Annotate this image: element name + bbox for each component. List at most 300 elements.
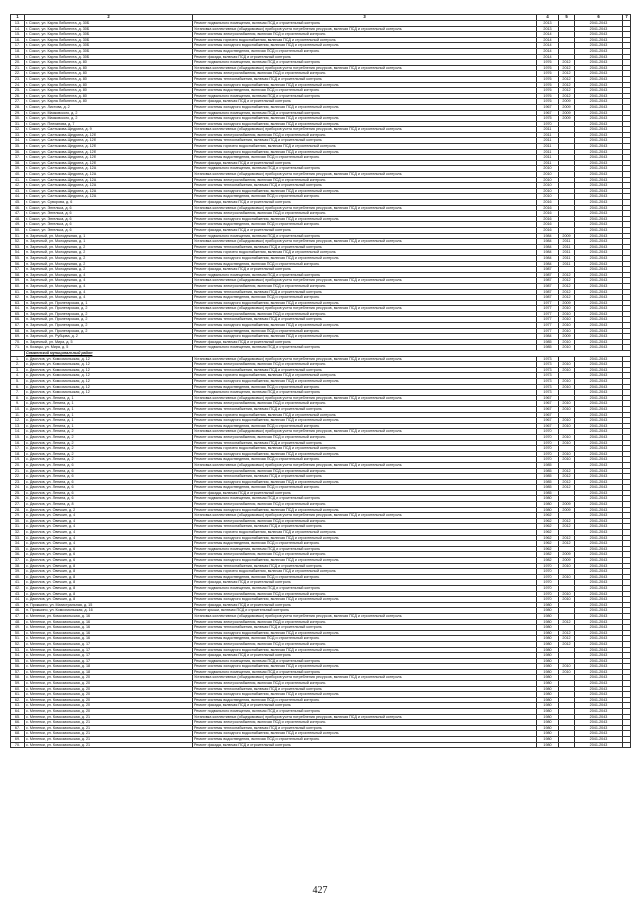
planned-period-cell: 2041-2043 xyxy=(575,395,623,401)
row-number: 5. xyxy=(11,379,25,385)
year-built-cell: 2016 xyxy=(537,222,559,228)
planned-period-cell: 2041-2043 xyxy=(575,379,623,385)
address-cell: с. Меленки, ул. Комсомольская, д. 18 xyxy=(25,664,193,670)
last-repair-cell: 2010 xyxy=(559,317,575,323)
address-cell: п. Заречный, ул. Молодежная, д. 2 xyxy=(25,255,193,261)
last-repair-cell: 2010 xyxy=(559,664,575,670)
planned-period-cell: 2041-2043 xyxy=(575,658,623,664)
address-cell: п. Заречный, ул. Молодежная, д. 4 xyxy=(25,289,193,295)
year-built-cell: 2010 xyxy=(537,172,559,178)
address-cell: с. Двоплов, ул. Комсомольская, д. 12 xyxy=(25,390,193,396)
row-number: 10. xyxy=(11,406,25,412)
year-built-cell: 1980 xyxy=(537,669,559,675)
row-number: 70. xyxy=(11,742,25,748)
address-cell: с. Меленки, ул. Комсомольская, д. 16 xyxy=(25,636,193,642)
work-type-cell: Ремонт системы холодного водоснабжения, включая ПСД и строительный контроль xyxy=(193,323,537,329)
row-number: 62. xyxy=(11,295,25,301)
planned-period-cell: 2041-2043 xyxy=(575,625,623,631)
last-repair-cell: 2012 xyxy=(559,76,575,82)
year-built-cell: 1970 xyxy=(537,429,559,435)
work-type-cell: Установка коллективных (общедомовых) приборов учета потребления ресурсов, включая ПСД и строительный контроль xyxy=(193,356,537,362)
year-built-cell: 2016 xyxy=(537,200,559,206)
last-repair-cell: 2010 xyxy=(559,597,575,603)
address-cell: г. Сокол, ул. Карла Либкнехта, д. 30Б xyxy=(25,21,193,27)
last-repair-cell: 2012 xyxy=(559,479,575,485)
work-type-cell: Ремонт системы холодного водоснабжения, включая ПСД и строительный контроль xyxy=(193,451,537,457)
year-built-cell: 1982 xyxy=(537,552,559,558)
row-number: 55. xyxy=(11,658,25,664)
row-number: 19. xyxy=(11,54,25,60)
year-built-cell: 2013 xyxy=(537,26,559,32)
planned-period-cell: 2041-2043 xyxy=(575,362,623,368)
row-number: 14. xyxy=(11,26,25,32)
planned-period-cell: 2041-2043 xyxy=(575,490,623,496)
last-repair-cell: 2010 xyxy=(559,384,575,390)
work-type-cell: Ремонт системы холодного водоснабжения, включая ПСД и строительный контроль xyxy=(193,104,537,110)
planned-period-cell: 2041-2043 xyxy=(575,479,623,485)
planned-period-cell: 2041-2043 xyxy=(575,200,623,206)
work-type-cell: Ремонт крыши, включая ПСД и строительный контроль xyxy=(193,608,537,614)
year-built-cell: 1962 xyxy=(537,524,559,530)
year-built-cell: 1977 xyxy=(537,306,559,312)
year-built-cell: 2011 xyxy=(537,149,559,155)
planned-period-cell: 2041-2043 xyxy=(575,474,623,480)
work-type-cell: Ремонт системы холодного водоснабжения, включая ПСД и строительный контроль xyxy=(193,82,537,88)
address-cell: с. Двоплов, ул. Ленина, д. 1 xyxy=(25,412,193,418)
work-type-cell: Ремонт системы теплоснабжения, включая ПСД и строительный контроль xyxy=(193,524,537,530)
row-number: 46. xyxy=(11,205,25,211)
planned-period-cell: 2041-2043 xyxy=(575,272,623,278)
work-type-cell: Ремонт системы холодного водоснабжения, включая ПСД и строительный контроль xyxy=(193,418,537,424)
row-number: 48. xyxy=(11,619,25,625)
last-repair-cell: 2010 xyxy=(559,423,575,429)
row-number: 50. xyxy=(11,227,25,233)
row-number: 32. xyxy=(11,530,25,536)
work-type-cell: Ремонт фасада, включая ПСД и строительный контроль xyxy=(193,742,537,748)
year-built-cell: 1982 xyxy=(537,558,559,564)
work-type-cell: Ремонт системы водоотведения, включая ПСД и строительный контроль xyxy=(193,485,537,491)
row-number: 44. xyxy=(11,597,25,603)
last-repair-cell: 2010 xyxy=(559,434,575,440)
repair-schedule-table xyxy=(10,14,631,748)
row-number: 20. xyxy=(11,60,25,66)
last-repair-cell: 2012 xyxy=(559,272,575,278)
last-repair-cell: 2010 xyxy=(559,362,575,368)
address-cell: г. Сокол, ул. Энгельса, д. 6 xyxy=(25,205,193,211)
year-built-cell: 1967 xyxy=(537,104,559,110)
work-type-cell: Ремонт системы водоотведения, включая ПСД и строительный контроль xyxy=(193,222,537,228)
row-number: 35. xyxy=(11,546,25,552)
work-type-cell: Ремонт системы теплоснабжения, включая ПСД и строительный контроль xyxy=(193,317,537,323)
year-built-cell: 2010 xyxy=(537,194,559,200)
last-repair-cell: 2010 xyxy=(559,440,575,446)
work-type-cell: Ремонт системы холодного водоснабжения, включая ПСД и строительный контроль xyxy=(193,630,537,636)
row-number: 36. xyxy=(11,552,25,558)
year-built-cell: 1970 xyxy=(537,597,559,603)
year-built-cell: 1980 xyxy=(537,658,559,664)
year-built-cell: 1976 xyxy=(537,71,559,77)
work-type-cell: Ремонт системы холодного водоснабжения, включая ПСД и строительный контроль xyxy=(193,255,537,261)
last-repair-cell: 2009 xyxy=(559,104,575,110)
address-cell: с. Двоплов, ул. Ленина, д. 6 xyxy=(25,485,193,491)
planned-period-cell: 2041-2043 xyxy=(575,401,623,407)
year-built-cell: 1970 xyxy=(537,457,559,463)
address-cell: п. Заречный, ул. Мира, д. 5 xyxy=(25,339,193,345)
address-cell: г. Сокол, ул. Карла Либкнехта, д. 80 xyxy=(25,60,193,66)
year-built-cell: 2010 xyxy=(537,177,559,183)
row-number: 68. xyxy=(11,328,25,334)
address-cell: с. Двоплов, ул. Овечкин, д. 8 xyxy=(25,597,193,603)
row-number: 53. xyxy=(11,244,25,250)
address-cell: с. Двоплов, ул. Овечкин, д. 6 xyxy=(25,546,193,552)
row-number: 54. xyxy=(11,653,25,659)
year-built-cell: 2011 xyxy=(537,160,559,166)
row-number: 51. xyxy=(11,233,25,239)
year-built-cell: 2016 xyxy=(537,205,559,211)
year-built-cell: 1970 xyxy=(537,440,559,446)
last-repair-cell: 2011 xyxy=(559,239,575,245)
address-cell: г. Сокол, ул. Энгельса, д. 6 xyxy=(25,211,193,217)
row-number: 47. xyxy=(11,613,25,619)
work-type-cell: Ремонт фасада, включая ПСД и строительный контроль xyxy=(193,490,537,496)
address-cell: с. Двоплов, ул. Ленина, д. 2 xyxy=(25,440,193,446)
row-number: 61. xyxy=(11,289,25,295)
year-built-cell: 1985 xyxy=(537,462,559,468)
planned-period-cell: 2041-2043 xyxy=(575,524,623,530)
work-type-cell: Ремонт системы холодного водоснабжения, включая ПСД и строительный контроль xyxy=(193,692,537,698)
planned-period-cell: 2041-2043 xyxy=(575,675,623,681)
address-cell: с. Двоплов, ул. Ленина, д. 6 xyxy=(25,490,193,496)
row-number: 53. xyxy=(11,647,25,653)
table-row xyxy=(11,742,631,748)
planned-period-cell: 2041-2043 xyxy=(575,434,623,440)
planned-period-cell: 2041-2043 xyxy=(575,54,623,60)
year-built-cell: 1967 xyxy=(537,412,559,418)
planned-period-cell: 2041-2043 xyxy=(575,462,623,468)
work-type-cell: Ремонт системы холодного водоснабжения, включая ПСД и строительный контроль xyxy=(193,647,537,653)
work-type-cell: Ремонт системы теплоснабжения, включая ПСД и строительный контроль xyxy=(193,289,537,295)
year-built-cell: 1980 xyxy=(537,502,559,508)
row-number: 43. xyxy=(11,591,25,597)
planned-period-cell: 2041-2043 xyxy=(575,323,623,329)
row-number: 63. xyxy=(11,300,25,306)
row-number: 67. xyxy=(11,323,25,329)
work-type-cell: Ремонт подвального помещения, включая ПСД и строительный контроль xyxy=(193,658,537,664)
work-type-cell: Ремонт системы электроснабжения, включая ПСД и строительный контроль xyxy=(193,518,537,524)
planned-period-cell: 2041-2043 xyxy=(575,664,623,670)
last-repair-cell: 2011 xyxy=(559,250,575,256)
row-number: 42. xyxy=(11,183,25,189)
planned-period-cell: 2041-2043 xyxy=(575,737,623,743)
address-cell: с. Двоплов, ул. Ленина, д. 8 xyxy=(25,502,193,508)
work-type-cell: Ремонт подвального помещения, включая ПСД и строительный контроль xyxy=(193,496,537,502)
work-type-cell: Ремонт подвального помещения, включая ПСД и строительный контроль xyxy=(193,669,537,675)
year-built-cell: 1976 xyxy=(537,60,559,66)
planned-period-cell: 2041-2043 xyxy=(575,278,623,284)
year-built-cell: 1980 xyxy=(537,619,559,625)
year-built-cell: 2016 xyxy=(537,227,559,233)
year-built-cell: 1985 xyxy=(537,468,559,474)
planned-period-cell: 2041-2043 xyxy=(575,686,623,692)
planned-period-cell: 2041-2043 xyxy=(575,602,623,608)
address-cell: п. Заречный, ул. Пролетарская, д. 2 xyxy=(25,311,193,317)
planned-period-cell: 2041-2043 xyxy=(575,725,623,731)
year-built-cell: 1985 xyxy=(537,345,559,351)
row-number: 41. xyxy=(11,580,25,586)
row-number: 21. xyxy=(11,65,25,71)
planned-period-cell: 2041-2043 xyxy=(575,530,623,536)
last-repair-cell: 2010 xyxy=(559,323,575,329)
work-type-cell: Ремонт подвального помещения, включая ПСД и строительный контроль xyxy=(193,166,537,172)
row-number: 14. xyxy=(11,429,25,435)
year-built-cell: 1980 xyxy=(537,686,559,692)
year-built-cell: 2014 xyxy=(537,43,559,49)
year-built-cell: 1984 xyxy=(537,255,559,261)
year-built-cell: 1976 xyxy=(537,65,559,71)
address-cell: с. Двоплов, ул. Комсомольская, д. 12 xyxy=(25,379,193,385)
last-repair-cell: 2012 xyxy=(559,474,575,480)
address-cell: г. Сокол, ул. Карла Либкнехта, д. 80 xyxy=(25,71,193,77)
last-repair-cell: 2010 xyxy=(559,669,575,675)
address-cell: п. Заречный, ул. Пролетарская, д. 2 xyxy=(25,306,193,312)
column-header-1: 1 xyxy=(11,15,25,21)
planned-period-cell: 2041-2043 xyxy=(575,306,623,312)
address-cell: г. Сокол, ул. Маяковского, д. 2 xyxy=(25,110,193,116)
work-type-cell: Ремонт системы теплоснабжения, включая ПСД и строительный контроль xyxy=(193,76,537,82)
row-number: 37. xyxy=(11,558,25,564)
row-number: 22. xyxy=(11,474,25,480)
address-cell: г. Сокол, ул. Карла Либкнехта, д. 80 xyxy=(25,82,193,88)
column-7-cell xyxy=(623,742,631,748)
planned-period-cell: 2041-2043 xyxy=(575,149,623,155)
address-cell: п. Заречный, ул. Пролетарская, д. 2 xyxy=(25,317,193,323)
planned-period-cell: 2041-2043 xyxy=(575,48,623,54)
address-cell: г. Сокол, ул. Карла Либкнехта, д. 80 xyxy=(25,76,193,82)
address-cell: с. Двоплов, ул. Комсомольская, д. 12 xyxy=(25,356,193,362)
row-number: 56. xyxy=(11,261,25,267)
work-type-cell: Ремонт системы горячего водоснабжения, включая ПСД и строительный контроль xyxy=(193,373,537,379)
year-built-cell: 2011 xyxy=(537,138,559,144)
row-number: 66. xyxy=(11,720,25,726)
planned-period-cell: 2041-2043 xyxy=(575,132,623,138)
year-built-cell: 2014 xyxy=(537,37,559,43)
address-cell: с. Меленки, ул. Комсомольская, д. 21 xyxy=(25,737,193,743)
planned-period-cell: 2041-2043 xyxy=(575,295,623,301)
year-built-cell: 1985 xyxy=(537,479,559,485)
work-type-cell: Ремонт системы электроснабжения, включая ПСД и строительный контроль xyxy=(193,720,537,726)
address-cell: с. Двоплов, ул. Овечкин, д. 8 xyxy=(25,569,193,575)
planned-period-cell: 2041-2043 xyxy=(575,255,623,261)
row-number: 6. xyxy=(11,384,25,390)
planned-period-cell: 2041-2043 xyxy=(575,546,623,552)
address-cell: г. Сокол, ул. Салтыкова-Щедрина, д. 12А xyxy=(25,194,193,200)
last-repair-cell: 2011 xyxy=(559,244,575,250)
work-type-cell: Ремонт системы водоотведения, включая ПСД и строительный контроль xyxy=(193,295,537,301)
planned-period-cell: 2041-2043 xyxy=(575,283,623,289)
address-cell: с. Двоплов, ул. Овечкин, д. 6 xyxy=(25,552,193,558)
year-built-cell: 2014 xyxy=(537,32,559,38)
work-type-cell: Ремонт системы теплоснабжения, включая ПСД и строительный контроль xyxy=(193,244,537,250)
address-cell: с. Двоплов, ул. Ленина, д. 6 xyxy=(25,496,193,502)
year-built-cell: 1980 xyxy=(537,681,559,687)
planned-period-cell: 2041-2043 xyxy=(575,541,623,547)
last-repair-cell: 2010 xyxy=(559,401,575,407)
work-type-cell: Ремонт системы теплоснабжения, включая ПСД и строительный контроль xyxy=(193,406,537,412)
year-built-cell: 1980 xyxy=(537,647,559,653)
row-number: 48. xyxy=(11,216,25,222)
year-built-cell: 2011 xyxy=(537,144,559,150)
planned-period-cell: 2041-2043 xyxy=(575,233,623,239)
row-number: 15. xyxy=(11,434,25,440)
address-cell: г. Сокол, ул. Салтыкова-Щедрина, д. 12А xyxy=(25,183,193,189)
address-cell: г. Сокол, ул. Салтыкова-Щедрина, д. 12б xyxy=(25,138,193,144)
planned-period-cell: 2041-2043 xyxy=(575,216,623,222)
address-cell: г. Сокол, ул. Карла Либкнехта, д. 80 xyxy=(25,93,193,99)
last-repair-cell: 2012 xyxy=(559,641,575,647)
planned-period-cell: 2041-2043 xyxy=(575,384,623,390)
work-type-cell: Ремонт системы холодного водоснабжения, включая ПСД и строительный контроль xyxy=(193,43,537,49)
address-cell: п. Заречный, ул. Пролетарская, д. 2 xyxy=(25,328,193,334)
year-built-cell: 1984 xyxy=(537,334,559,340)
work-type-cell: Ремонт фасада, включая ПСД и строительный контроль xyxy=(193,54,537,60)
address-cell: г. Сокол, ул. Салтыкова-Щедрина, д. 12А xyxy=(25,166,193,172)
planned-period-cell: 2041-2043 xyxy=(575,166,623,172)
planned-period-cell: 2041-2043 xyxy=(575,211,623,217)
year-built-cell: 1980 xyxy=(537,664,559,670)
work-type-cell: Установка коллективных (общедомовых) приборов учета потребления ресурсов, включая ПСД и строительный контроль xyxy=(193,278,537,284)
row-number: 64. xyxy=(11,306,25,312)
work-type-cell: Ремонт системы электроснабжения, включая ПСД и строительный контроль xyxy=(193,71,537,77)
last-repair-cell: 2010 xyxy=(559,328,575,334)
planned-period-cell: 2041-2043 xyxy=(575,65,623,71)
work-type-cell: Ремонт подвального помещения, включая ПСД и строительный контроль xyxy=(193,345,537,351)
year-built-cell: 2016 xyxy=(537,216,559,222)
address-cell: с. Меленки, ул. Комсомольская, д. 20 xyxy=(25,675,193,681)
work-type-cell: Ремонт системы водоотведения, включая ПСД и строительный контроль xyxy=(193,194,537,200)
work-type-cell: Ремонт системы электроснабжения, включая ПСД и строительный контроль xyxy=(193,362,537,368)
work-type-cell: Ремонт системы горячего водоснабжения, включая ПСД и строительный контроль xyxy=(193,412,537,418)
planned-period-cell: 2041-2043 xyxy=(575,26,623,32)
address-cell: с. Двоплов, ул. Овечкин, д. 8 xyxy=(25,585,193,591)
year-built-cell: 1970 xyxy=(537,574,559,580)
work-type-cell: Ремонт системы электроснабжения, включая ПСД и строительный контроль xyxy=(193,681,537,687)
year-built-cell: 1987 xyxy=(537,289,559,295)
work-type-cell: Установка коллективных (общедомовых) приборов учета потребления ресурсов, включая ПСД и строительный контроль xyxy=(193,714,537,720)
work-type-cell: Ремонт системы электроснабжения, включая ПСД и строительный контроль xyxy=(193,502,537,508)
work-type-cell: Установка коллективных (общедомовых) приборов учета потребления ресурсов, включая ПСД и строительный контроль xyxy=(193,239,537,245)
address-cell: г. Сокол, ул. Салтыкова-Щедрина, д. 12А xyxy=(25,188,193,194)
year-built-cell: 1962 xyxy=(537,546,559,552)
work-type-cell: Ремонт системы теплоснабжения, включая ПСД и строительный контроль xyxy=(193,138,537,144)
year-built-cell: 1980 xyxy=(537,602,559,608)
address-cell: с. Двоплов, ул. Овечкин, д. 4 xyxy=(25,530,193,536)
planned-period-cell: 2041-2043 xyxy=(575,289,623,295)
planned-period-cell: 2041-2043 xyxy=(575,177,623,183)
row-number: 36. xyxy=(11,149,25,155)
row-number: 71. xyxy=(11,345,25,351)
work-type-cell: Ремонт системы горячего водоснабжения, включая ПСД и строительный контроль xyxy=(193,530,537,536)
row-number: 52. xyxy=(11,641,25,647)
work-type-cell: Ремонт системы электроснабжения, включая ПСД и строительный контроль xyxy=(193,641,537,647)
planned-period-cell: 2041-2043 xyxy=(575,104,623,110)
work-type-cell: Ремонт подвального помещения, включая ПСД и строительный контроль xyxy=(193,93,537,99)
year-built-cell: 1976 xyxy=(537,82,559,88)
work-type-cell: Ремонт системы горячего водоснабжения, включая ПСД и строительный контроль xyxy=(193,144,537,150)
address-cell: г. Сокол, ул. Плеханова, д. 7 xyxy=(25,121,193,127)
year-built-cell: 1970 xyxy=(537,585,559,591)
row-number: 25. xyxy=(11,88,25,94)
planned-period-cell: 2041-2043 xyxy=(575,468,623,474)
planned-period-cell: 2041-2043 xyxy=(575,720,623,726)
work-type-cell: Ремонт системы электроснабжения, включая ПСД и строительный контроль xyxy=(193,591,537,597)
row-number: 17. xyxy=(11,43,25,49)
work-type-cell: Ремонт подвального помещения, включая ПСД и строительный контроль xyxy=(193,110,537,116)
planned-period-cell: 2041-2043 xyxy=(575,300,623,306)
address-cell: с. Двоплов, ул. Комсомольская, д. 12 xyxy=(25,373,193,379)
address-cell: г. Сокол, ул. Салтыкова-Щедрина, д. 12А xyxy=(25,177,193,183)
address-cell: с. Двоплов, ул. Овечкин, д. 4 xyxy=(25,535,193,541)
row-number: 29. xyxy=(11,513,25,519)
planned-period-cell: 2041-2043 xyxy=(575,613,623,619)
planned-period-cell: 2041-2043 xyxy=(575,714,623,720)
last-repair-cell: 2010 xyxy=(559,379,575,385)
planned-period-cell: 2041-2043 xyxy=(575,172,623,178)
row-number: 70. xyxy=(11,339,25,345)
planned-period-cell: 2041-2043 xyxy=(575,703,623,709)
address-cell: п. Заречный, ул. Рубцова, д. 2 xyxy=(25,334,193,340)
work-type-cell: Ремонт системы теплоснабжения, включая ПСД и строительный контроль xyxy=(193,440,537,446)
planned-period-cell: 2041-2043 xyxy=(575,60,623,66)
address-cell: г. Сокол, ул. Салтыкова-Щедрина, д. 12б xyxy=(25,149,193,155)
work-type-cell: Ремонт системы электроснабжения, включая ПСД и строительный контроль xyxy=(193,552,537,558)
planned-period-cell: 2041-2043 xyxy=(575,188,623,194)
planned-period-cell: 2041-2043 xyxy=(575,93,623,99)
year-built-cell: 1980 xyxy=(537,720,559,726)
row-number: 31. xyxy=(11,121,25,127)
row-number: 13. xyxy=(11,423,25,429)
last-repair-cell: 2009 xyxy=(559,558,575,564)
address-cell: г. Сокол, ул. Карла Либкнехта, д. 30Б xyxy=(25,43,193,49)
work-type-cell: Установка коллективных (общедомовых) приборов учета потребления ресурсов, включая ПСД и строительный контроль xyxy=(193,306,537,312)
last-repair-cell: 2009 xyxy=(559,502,575,508)
planned-period-cell: 2041-2043 xyxy=(575,597,623,603)
work-type-cell: Ремонт системы электроснабжения, включая ПСД и строительный контроль xyxy=(193,283,537,289)
work-type-cell: Ремонт системы холодного водоснабжения, включая ПСД и строительный контроль xyxy=(193,300,537,306)
work-type-cell: Ремонт фасада, включая ПСД и строительный контроль xyxy=(193,602,537,608)
address-cell: г. Сокол, ул. Энгельса, д. 6 xyxy=(25,216,193,222)
row-number: 59. xyxy=(11,278,25,284)
planned-period-cell: 2041-2043 xyxy=(575,317,623,323)
address-cell: с. Двоплов, ул. Овечкин, д. 8 xyxy=(25,574,193,580)
year-built-cell: 1976 xyxy=(537,88,559,94)
row-number: 45. xyxy=(11,602,25,608)
row-number: 69. xyxy=(11,334,25,340)
row-number: 22. xyxy=(11,71,25,77)
row-number: 4. xyxy=(11,373,25,379)
planned-period-cell: 2041-2043 xyxy=(575,692,623,698)
last-repair-cell: 2010 xyxy=(559,418,575,424)
last-repair-cell: 2010 xyxy=(559,457,575,463)
year-built-cell: 1987 xyxy=(537,267,559,273)
row-number: 42. xyxy=(11,585,25,591)
address-cell: с. Меленки, ул. Комсомольская, д. 20 xyxy=(25,686,193,692)
planned-period-cell: 2041-2043 xyxy=(575,636,623,642)
planned-period-cell: 2041-2043 xyxy=(575,418,623,424)
planned-period-cell: 2041-2043 xyxy=(575,558,623,564)
planned-period-cell: 2041-2043 xyxy=(575,367,623,373)
row-number: 13. xyxy=(11,21,25,27)
planned-period-cell: 2041-2043 xyxy=(575,457,623,463)
